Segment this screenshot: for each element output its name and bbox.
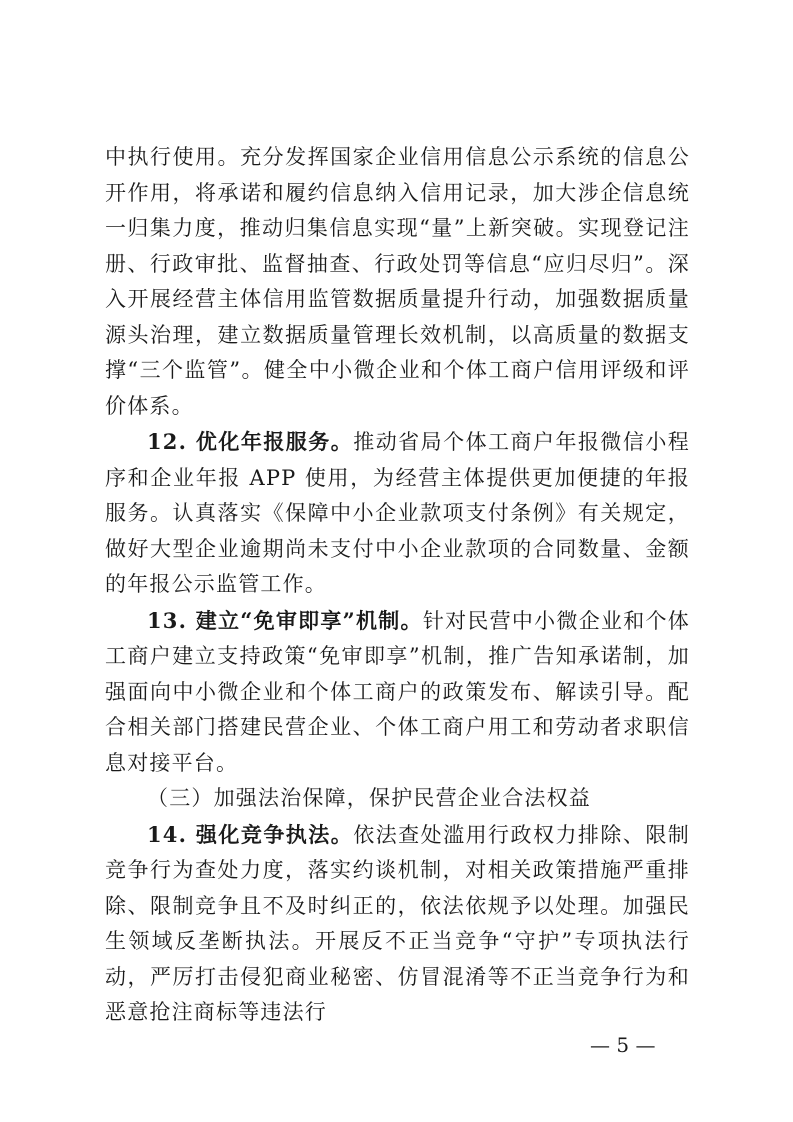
item-12-text: 推动省局个体工商户年报微信小程序和企业年报 APP 使用，为经营主体提供更加便捷的年报服务。认真落实《保障中小企业款项支付条例》有关规定，做好大型企业逾期尚未支付中小企业款项的合同数量、金额的年报公示监管工作。 bbox=[105, 430, 691, 596]
item-14-heading: 14. 强化竞争执法。 bbox=[147, 821, 354, 847]
paragraph-text: 中执行使用。充分发挥国家企业信用信息公示系统的信息公开作用，将承诺和履约信息纳入信用记录，加大涉企信息统一归集力度，推动归集信息实现“量”上新突破。实现登记注册、行政审批、监督抽查、行政处罚等信息“应归尽归”。深入开展经营主体信用监管数据质量提升行动，加强数据质量源头治理，建立数据质量管理长效机制，以高质量的数据支撑“三个监管”。健全中小微企业和个体工商户信用评级和评价体系。 bbox=[105, 145, 690, 418]
item-14-text: 依法查处滥用行政权力排除、限制竞争行为查处力度，落实约谈机制，对相关政策措施严重排除、限制竞争且不及时纠正的，依法依规予以处理。加强民生领域反垄断执法。开展反不正当竞争“守护”专项执法行动，严厉打击侵犯商业秘密、仿冒混淆等不正当竞争行为和恶意抢注商标等违法行 bbox=[105, 822, 691, 1024]
section-heading: （三）加强法治保障，保护民营企业合法权益 bbox=[147, 786, 591, 810]
document-body bbox=[105, 140, 690, 1031]
paragraph-continuation bbox=[105, 140, 690, 424]
item-12-heading: 12. 优化年报服务。 bbox=[147, 429, 354, 454]
paragraph-item-13 bbox=[105, 603, 690, 782]
paragraph-item-14 bbox=[105, 817, 690, 1031]
item-13-heading: 13. 建立“免审即享”机制。 bbox=[147, 607, 423, 633]
page-number: — 5 — bbox=[590, 1033, 656, 1057]
item-13-text: 针对民营中小微企业和个体工商户建立支持政策“免审即享”机制，推广告知承诺制，加强面向中小微企业和个体工商户的政策发布、解读引导。配合相关部门搭建民营企业、个体工商户用工和劳动者求职信息对接平台。 bbox=[105, 608, 690, 775]
paragraph-item-12 bbox=[105, 424, 690, 603]
